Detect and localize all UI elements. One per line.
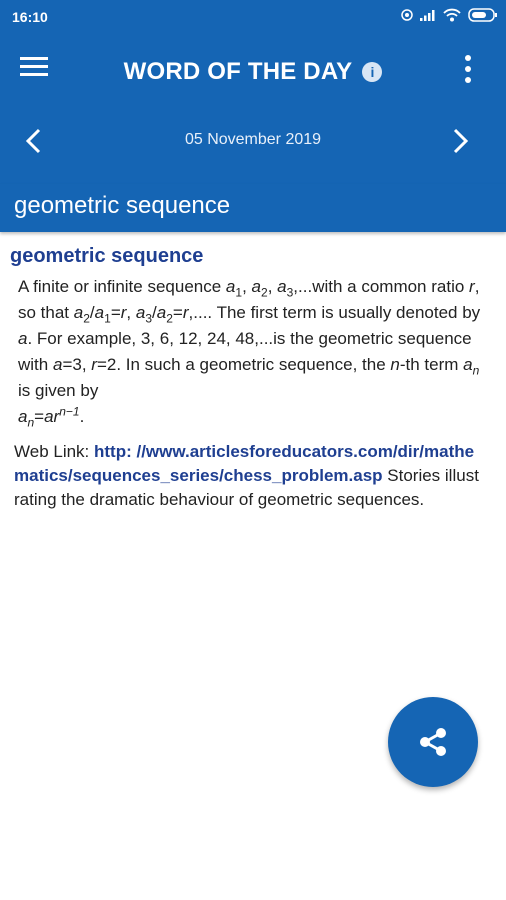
more-vert-icon bbox=[464, 54, 472, 84]
chevron-right-icon bbox=[448, 126, 472, 156]
alarm-icon bbox=[401, 9, 413, 21]
web-link-label: Web Link: bbox=[14, 442, 95, 461]
web-link-url[interactable]: http: //www.articlesforeducators.com/dir/mathematics/sequences_series/chess_problem.asp bbox=[14, 442, 475, 485]
word-banner bbox=[0, 184, 506, 232]
share-icon bbox=[413, 722, 453, 762]
next-day-button[interactable] bbox=[448, 126, 484, 162]
menu-button[interactable] bbox=[20, 54, 60, 94]
web-link-description: Stories illustrating the dramatic behaviour of geometric sequences. bbox=[14, 466, 479, 509]
signal-icon bbox=[420, 9, 436, 21]
status-time: 16:10 bbox=[12, 9, 48, 25]
share-button[interactable] bbox=[388, 697, 478, 787]
battery-icon bbox=[468, 8, 498, 22]
menu-icon bbox=[20, 54, 48, 78]
web-link-paragraph bbox=[14, 440, 482, 512]
app-bar bbox=[0, 36, 506, 184]
app-title-wrap bbox=[60, 58, 446, 86]
entry-definition: A finite or infinite sequence $a_1$, $a_2$, $a_3,...with$ a common ratio r, so that $a_2/a_1=r$, $a_3/a_2=r$,.... The first term is usually denoted by a. For example, 3, 6, 12, 24, 48,...is the geometric sequence with a=3, r=2. In such a geometric sequence, the n-th term $a_n$ is given by $a_n=ar^{n-1}$. bbox=[18, 277, 481, 430]
word-banner-title: geometric sequence bbox=[14, 192, 231, 219]
entry-title: geometric sequence bbox=[10, 245, 204, 267]
status-icons bbox=[401, 8, 498, 22]
page-title: WORD OF THE DAY bbox=[123, 58, 353, 85]
info-icon[interactable]: i bbox=[362, 62, 382, 82]
entry-content bbox=[0, 234, 506, 512]
status-bar bbox=[0, 0, 506, 36]
word-date: 05 November 2019 bbox=[184, 131, 322, 148]
wifi-icon bbox=[443, 8, 461, 22]
more-options-button[interactable] bbox=[464, 54, 488, 94]
